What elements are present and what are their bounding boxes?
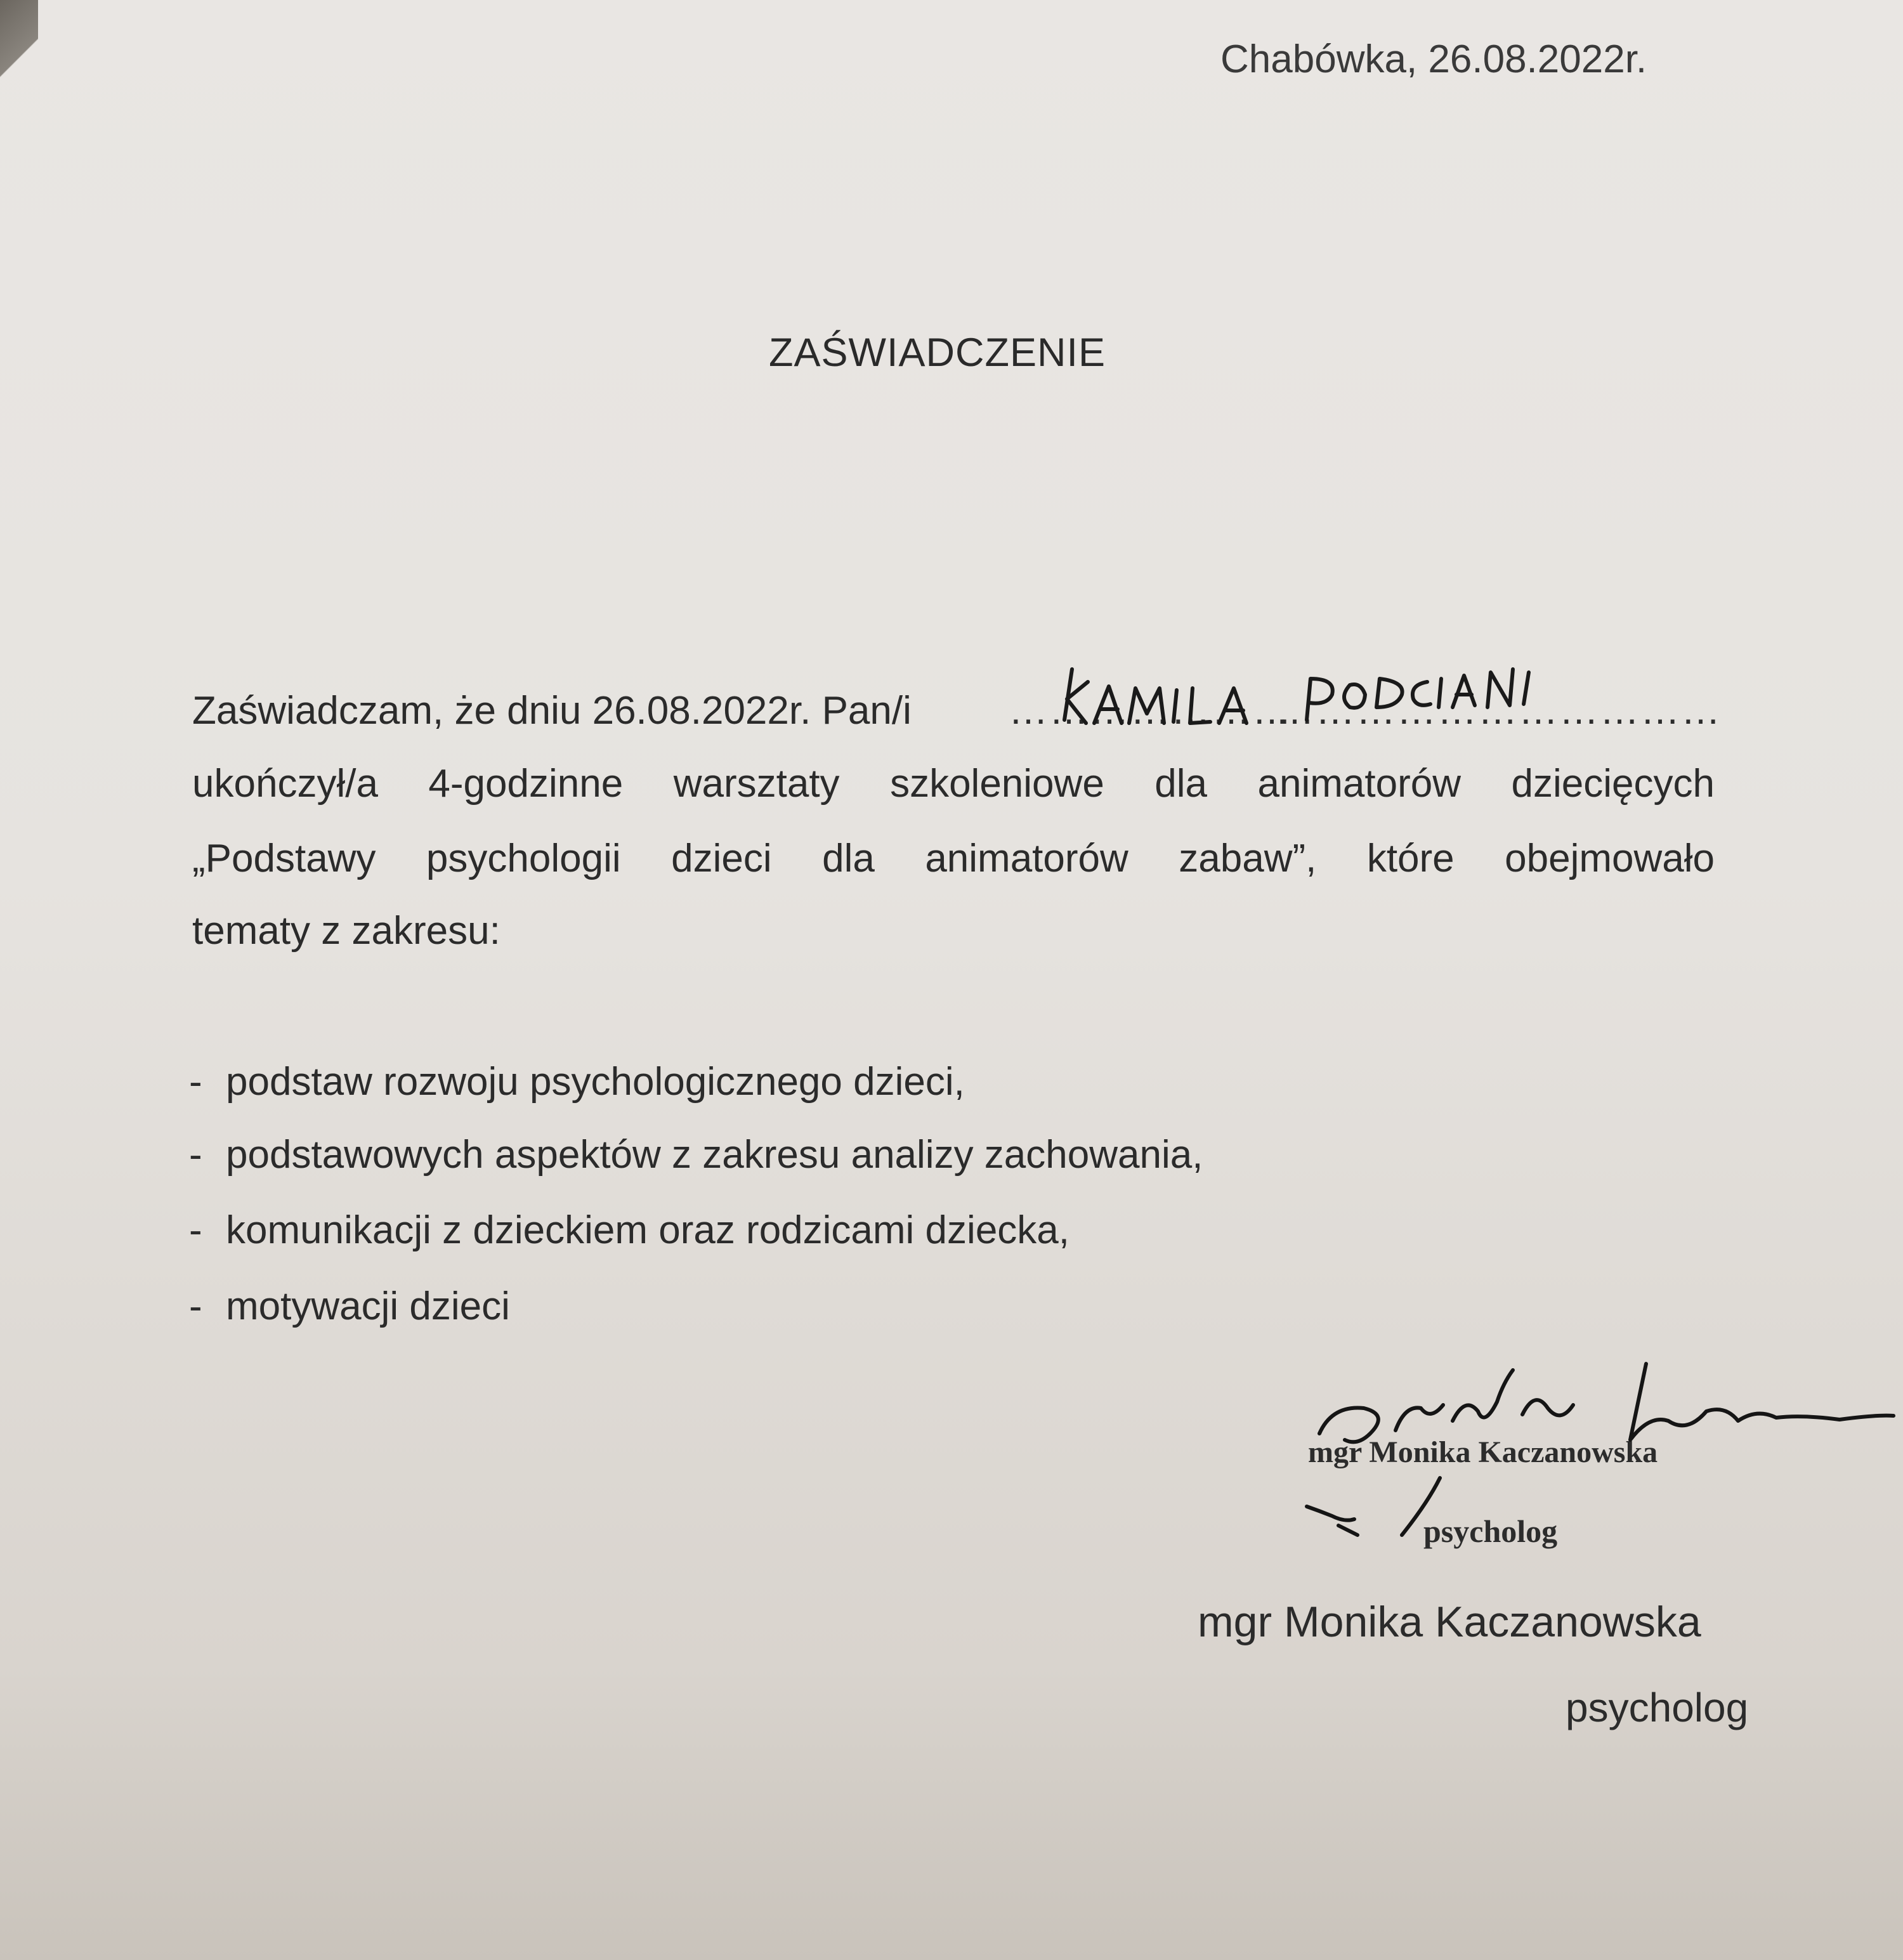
paragraph-line-4: tematy z zakresu: [192, 909, 500, 953]
stamp-name: mgr Monika Kaczanowska [1308, 1435, 1658, 1469]
topic-text: podstaw rozwoju psychologicznego dzieci, [226, 1060, 965, 1104]
topic-text: podstawowych aspektów z zakresu analizy zachowania, [226, 1133, 1203, 1177]
bullet-dash: - [189, 1060, 202, 1104]
bullet-dash: - [189, 1133, 202, 1177]
bullet-dash: - [189, 1284, 202, 1328]
handwritten-name [1040, 660, 1560, 742]
topic-text: motywacji dzieci [226, 1284, 510, 1328]
topic-item [189, 1059, 965, 1104]
bullet-dash: - [189, 1208, 202, 1252]
fill-in-dots: ………………… [1009, 689, 1293, 733]
handwritten-signature [1294, 1345, 1903, 1548]
paragraph-line-2: ukończył/a 4-godzinne warsztaty szkoleniowe dla animatorów dziecięcych [192, 762, 1715, 806]
page-shadow-corner [0, 0, 38, 114]
signatory-title: psycholog [1566, 1685, 1749, 1730]
signatory-name: mgr Monika Kaczanowska [1198, 1598, 1701, 1646]
fill-in-dots-2: …………………………… [1275, 689, 1722, 733]
paragraph-line-3: „Podstawy psychologii dzieci dla animatorów zabaw”, które obejmowało [192, 837, 1715, 880]
topic-item [189, 1132, 1203, 1177]
document-title: ZAŚWIADCZENIE [769, 330, 1106, 375]
topic-item [189, 1208, 1069, 1253]
stamp-title: psycholog [1423, 1513, 1558, 1549]
paragraph-line-1: Zaświadczam, że dniu 26.08.2022r. Pan/i [192, 689, 912, 733]
topic-text: komunikacji z dzieckiem oraz rodzicami dziecka, [226, 1208, 1070, 1252]
topic-item [189, 1284, 510, 1329]
place-date: Chabówka, 26.08.2022r. [1220, 37, 1647, 81]
